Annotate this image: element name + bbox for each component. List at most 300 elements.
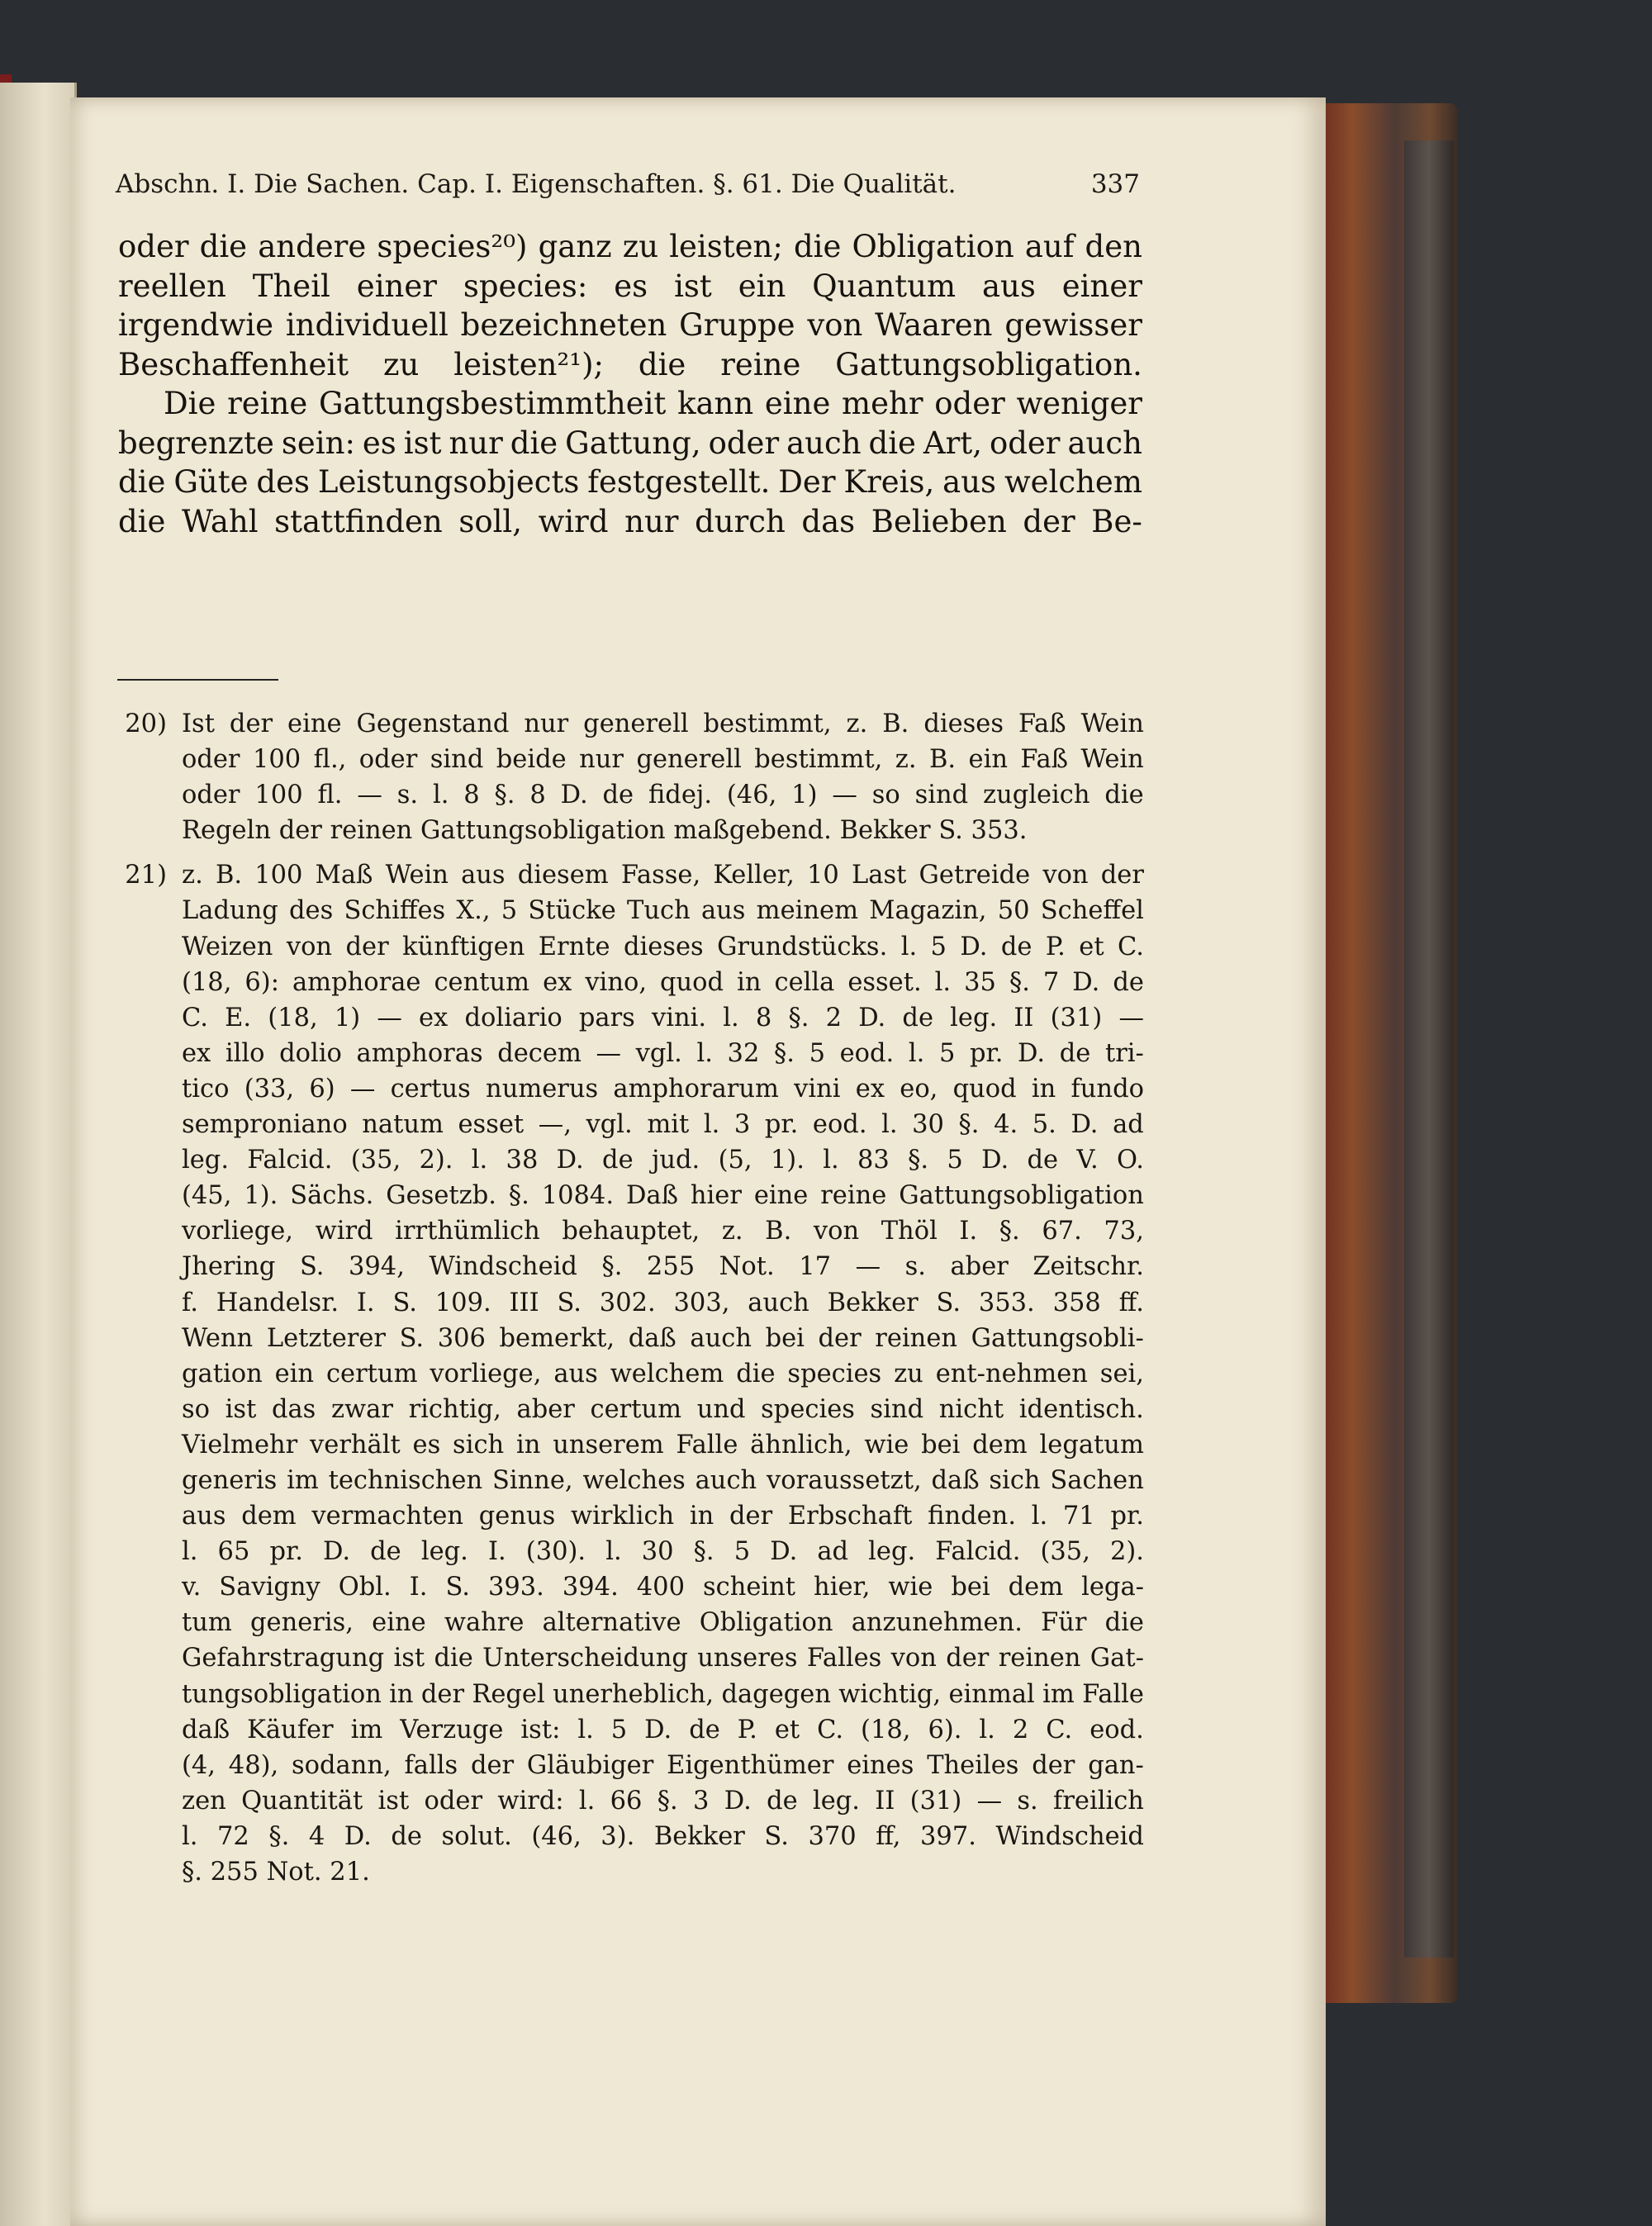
word: 8 [529,781,546,810]
word: Leistungsobjects [317,464,580,500]
footnote-line [182,1178,1144,1213]
word: voraussetzt, [767,1465,922,1495]
word: im [287,1465,319,1495]
word: species²⁰) [377,229,528,264]
word: ff, [876,1821,901,1851]
word: §. [494,781,515,810]
word: ff. [1118,1288,1144,1317]
word: generell [583,710,689,738]
word: auch [786,425,862,461]
word: — [377,1003,402,1032]
word: von [813,1217,860,1246]
word: doliario [464,1003,563,1032]
word: l. [881,1110,898,1140]
word: vgl. [635,1038,682,1068]
word: von [890,1644,937,1673]
word: wie [864,1430,909,1459]
word: das [271,1394,316,1424]
word: esset [458,1110,525,1140]
word: der [946,1644,990,1673]
word: auch [695,1465,757,1495]
word: quod [660,967,724,997]
word: II [1014,1003,1034,1032]
word: Regel [472,1679,545,1709]
word: von [286,932,333,961]
word: Bekker [839,816,931,846]
word: — [1118,1003,1144,1032]
word: aus [182,1502,226,1531]
word: — [976,1786,1003,1815]
word: der [1023,503,1075,539]
word: l. [696,1038,713,1068]
footnote-line [182,1036,1144,1071]
word: 6) [309,1074,335,1104]
word: z. [182,861,203,890]
word: 1) [334,1003,361,1032]
footnote-line [182,1285,1144,1321]
word: wird: [497,1786,564,1815]
word: 370 [808,1821,857,1851]
word: es [362,425,396,461]
word: reellen [118,268,226,304]
word: 3 [733,1110,751,1140]
word: zugleich [983,781,1090,810]
footnote-line [182,1677,1144,1712]
word: Art, [923,425,982,461]
word: die [510,425,558,461]
word: 6). [928,1715,962,1744]
word: tum [182,1608,232,1638]
word: oder [989,425,1061,461]
word: der [470,1750,515,1780]
word: von [807,307,863,343]
word: — [357,781,382,810]
word: Gesetzb. [386,1181,496,1211]
word: 5. [1032,1110,1056,1140]
word: Jhering [182,1252,276,1282]
word: Eigenthümer [667,1750,834,1780]
word: V. [1076,1146,1099,1175]
word: generell [636,745,742,775]
word: der [818,1323,862,1353]
word: die [1104,781,1144,810]
footnote-line [182,1427,1144,1463]
word: (18, [182,967,232,997]
word: (30). [525,1537,586,1567]
word: s. [1017,1786,1038,1815]
word: Obl. [338,1573,392,1602]
word: Stücke [528,896,616,926]
word: de [902,1003,933,1032]
word: species [761,1394,855,1424]
word: vgl. [586,1110,633,1140]
body-line [118,267,1142,306]
word: 5 [733,1537,751,1567]
word: bei [951,1573,990,1602]
word: (45, [182,1181,232,1211]
word: §. [693,1537,714,1567]
word: 358 [1052,1288,1101,1317]
word: leisten; [669,229,783,264]
word: O. [1117,1146,1144,1175]
word: pars [578,1003,635,1032]
body-line [118,424,1142,463]
word: der [1100,861,1144,890]
word: 5 [809,1038,825,1068]
footnote-line [182,965,1144,1000]
word: Wahl [182,503,259,539]
word: künftigen [402,932,525,961]
word: 50 [997,896,1030,926]
word: (35, [1040,1537,1090,1567]
word: Ernte [538,932,610,961]
word: species: [463,268,588,304]
word: §. [1009,967,1030,997]
footnote-line [182,1854,1144,1890]
word: dem [1008,1573,1064,1602]
word: Verzuge [400,1715,504,1744]
word: leg. [420,1537,468,1567]
word: 109. [434,1288,491,1317]
word: II [875,1786,895,1815]
word: reinen [998,1644,1081,1673]
word: species [787,1359,882,1388]
word: S. [392,1288,417,1317]
word: §. [788,1003,809,1032]
word: 353. [971,816,1028,846]
word: Gattungsbestimmtheit [318,386,667,421]
word: I. [409,1573,428,1602]
word: ist [674,268,712,304]
word: daß [628,1323,676,1353]
word: amphorarum [613,1074,779,1104]
body-line [118,463,1142,502]
word: Maß [315,861,373,890]
word: fl. [317,781,343,810]
word: 100 [254,861,303,890]
footnote-line [182,1249,1144,1284]
word: in [515,1430,541,1459]
word: C. [817,1715,844,1744]
word: 5 [501,896,518,926]
word: von [1042,861,1089,890]
word: auch [690,1323,752,1353]
word: Not. [719,1252,775,1282]
footnote-line [182,1107,1144,1142]
word: D. [724,1786,752,1815]
word: zen [182,1786,226,1815]
word: esset. [847,967,922,997]
word: ent-nehmen [935,1359,1088,1388]
word: z. [895,745,917,775]
word: ad [817,1537,849,1567]
word: I. [487,1537,506,1567]
word: die [638,346,686,382]
word: Scheffel [1040,896,1144,926]
word: Die [164,386,216,421]
word: l. [703,1110,720,1140]
word: leg. [950,1003,998,1032]
word: (35, [350,1146,401,1175]
word: III [509,1288,539,1317]
word: Gläubiger [526,1750,654,1780]
word: dagegen [721,1679,831,1709]
word: de [1000,932,1032,961]
footnote-line [182,1640,1144,1676]
word: 306 [437,1323,486,1353]
word: ex [855,1074,885,1104]
word: de [767,1786,798,1815]
word: S. [557,1288,582,1317]
word: nur [624,503,679,539]
word: l. [908,1038,925,1068]
word: §. [657,1786,678,1815]
body-line [118,227,1142,267]
word: begrenzte [118,425,274,461]
word: oder [182,745,240,775]
word: generis [182,1465,278,1495]
word: l. [432,781,449,810]
footnote-line [182,1142,1144,1178]
word: 2). [419,1146,453,1175]
word: identisch. [1018,1394,1144,1424]
word: C. [182,1003,208,1032]
word: dem [972,1430,1028,1459]
word: Windscheid [995,1821,1144,1851]
word: Letzterer [266,1323,386,1353]
footnote-line [182,1213,1144,1249]
word: pr. [269,1537,303,1567]
word: ähnlich, [750,1430,852,1459]
word: 393. [487,1573,544,1602]
word: l. [182,1821,198,1851]
word: Faß [1020,745,1069,775]
word: anzunehmen. [851,1608,1023,1638]
word: 5 [947,1146,963,1175]
word: Gat- [1089,1644,1144,1673]
word: Wenn [182,1323,254,1353]
word: natum [362,1110,444,1140]
word: daß [182,1715,230,1744]
word: D. [770,1537,798,1567]
footnote-line [182,1071,1144,1107]
word: Savigny [219,1573,320,1602]
word: meinem [756,896,858,926]
word: (46, [531,1821,582,1851]
word: reinen [330,816,413,846]
word: C. [1046,1715,1073,1744]
word: Zeitschr. [1032,1252,1144,1282]
word: im [350,1715,383,1744]
word: oder [118,229,189,264]
word: Quantum [812,268,957,304]
word: der [278,816,322,846]
word: reinen [875,1323,958,1353]
word: ist: [520,1715,561,1744]
word: mehr [842,386,923,421]
word: in [389,1679,414,1709]
word: Regeln [182,816,271,846]
word: S. [399,1323,425,1353]
word: Gattungsobligation [899,1181,1144,1211]
word: Sächs. [290,1181,374,1211]
word: 397. [920,1821,976,1851]
word: l. [900,932,918,961]
word: de [391,1821,422,1851]
word: gation [182,1359,263,1388]
word: ganz [538,229,612,264]
word: eod. [1089,1715,1144,1744]
word: 2 [1012,1715,1029,1744]
word: tico [182,1074,230,1104]
word: 8 [463,781,480,810]
footnote-line [182,1463,1144,1498]
word: oder [424,1786,483,1815]
word: 1). [244,1181,278,1211]
footnote-line [182,1392,1144,1427]
word: hier, [814,1573,871,1602]
word: in [1031,1074,1056,1104]
word: ex [543,967,572,997]
word: l. [1031,1502,1048,1531]
word: es [412,1430,441,1459]
word: Käufer [247,1715,334,1744]
word: ist [403,425,442,461]
word: bestimmt, [754,745,883,775]
word: Falcid. [247,1146,333,1175]
word: §. [908,1146,929,1175]
word: dem [241,1502,297,1531]
word: 17 [799,1252,832,1282]
word: Wein [1080,745,1144,775]
word: eine [372,1608,426,1638]
footnote-line [182,706,1144,742]
word: D. [960,932,988,961]
word: S. [445,1573,470,1602]
word: de [1113,967,1144,997]
word: de [1059,1038,1091,1068]
word: aber [516,1394,575,1424]
body-text [118,227,1142,541]
word: irgendwie [118,307,274,343]
word: 10 [807,861,839,890]
word: l. [823,1146,839,1175]
word: 400 [636,1573,685,1602]
word: Handelsr. [216,1288,339,1317]
word: X., [456,896,491,926]
word: welches [582,1465,686,1495]
word: Gattungsobligation. [835,346,1142,382]
word: unerheblich, [553,1679,714,1709]
word: Weizen [182,932,273,961]
word: Falles [806,1644,882,1673]
word: Beschaffenheit [118,346,349,382]
word: oder [358,745,418,775]
word: 2). [1109,1537,1144,1567]
word: D. [323,1537,351,1567]
word: zu [383,346,420,382]
word: dolio [279,1038,342,1068]
word: Thöl [881,1217,938,1246]
word: 7 [1042,967,1060,997]
word: vermachten [311,1502,464,1531]
word: 1). [770,1146,805,1175]
footnote-line [182,1569,1144,1605]
word: (18, [268,1003,318,1032]
word: Gegenstand [356,710,510,738]
word: numerus [486,1074,599,1104]
word: auf [1024,229,1075,264]
word: 4. [994,1110,1018,1140]
word: ein [738,268,786,304]
word: Not. [266,1858,322,1887]
word: die [118,503,166,539]
word: sind [430,745,484,775]
word: Gattung, [565,425,701,461]
word: Sachen [1050,1465,1144,1495]
word: — [349,1074,376,1104]
footnote-line [182,1819,1144,1854]
word: die [1104,1608,1144,1638]
footnote-rule [117,679,278,681]
word: — [855,1252,881,1282]
word: in [689,1502,714,1531]
word: s. [904,1252,926,1282]
book-cover-spine [1404,140,1454,1958]
word: eine [287,710,342,738]
word: die [199,229,248,264]
word: §. [182,1858,202,1887]
word: sein: [281,425,355,461]
word: 66 [610,1786,643,1815]
word: l. [471,1146,488,1175]
word: tungsobligation [182,1679,382,1709]
word: Daß [625,1181,678,1211]
word: festgestellt. [587,464,771,500]
word: Windscheid [429,1252,577,1282]
word: l. [723,1003,739,1032]
word: Theil [252,268,330,304]
word: (4, [182,1750,216,1780]
word: unserem [553,1430,664,1459]
word: B. [215,861,243,890]
word: de [602,1146,634,1175]
word: richtig, [408,1394,501,1424]
word: Grundstücks. [717,932,888,961]
footnote-line [182,893,1144,928]
word: reine [820,1181,887,1211]
word: vini [794,1074,841,1104]
word: 73, [1104,1217,1144,1246]
word: quod [952,1074,1017,1104]
word: D. [556,1146,584,1175]
word: lega- [1081,1573,1144,1602]
footnote-line [182,1605,1144,1640]
word: vino, [585,967,648,997]
footnote [116,857,1144,1890]
word: certum [325,1359,418,1388]
word: 72 [216,1821,249,1851]
word: Waaren [875,307,993,343]
word: vorliege, [182,1217,294,1246]
word: auch [1067,425,1142,461]
word: Güte [173,464,249,500]
word: wird [538,503,609,539]
word: I. [959,1217,978,1246]
running-header [116,169,1140,199]
word: aus [553,1359,598,1388]
word: einer [1061,268,1142,304]
